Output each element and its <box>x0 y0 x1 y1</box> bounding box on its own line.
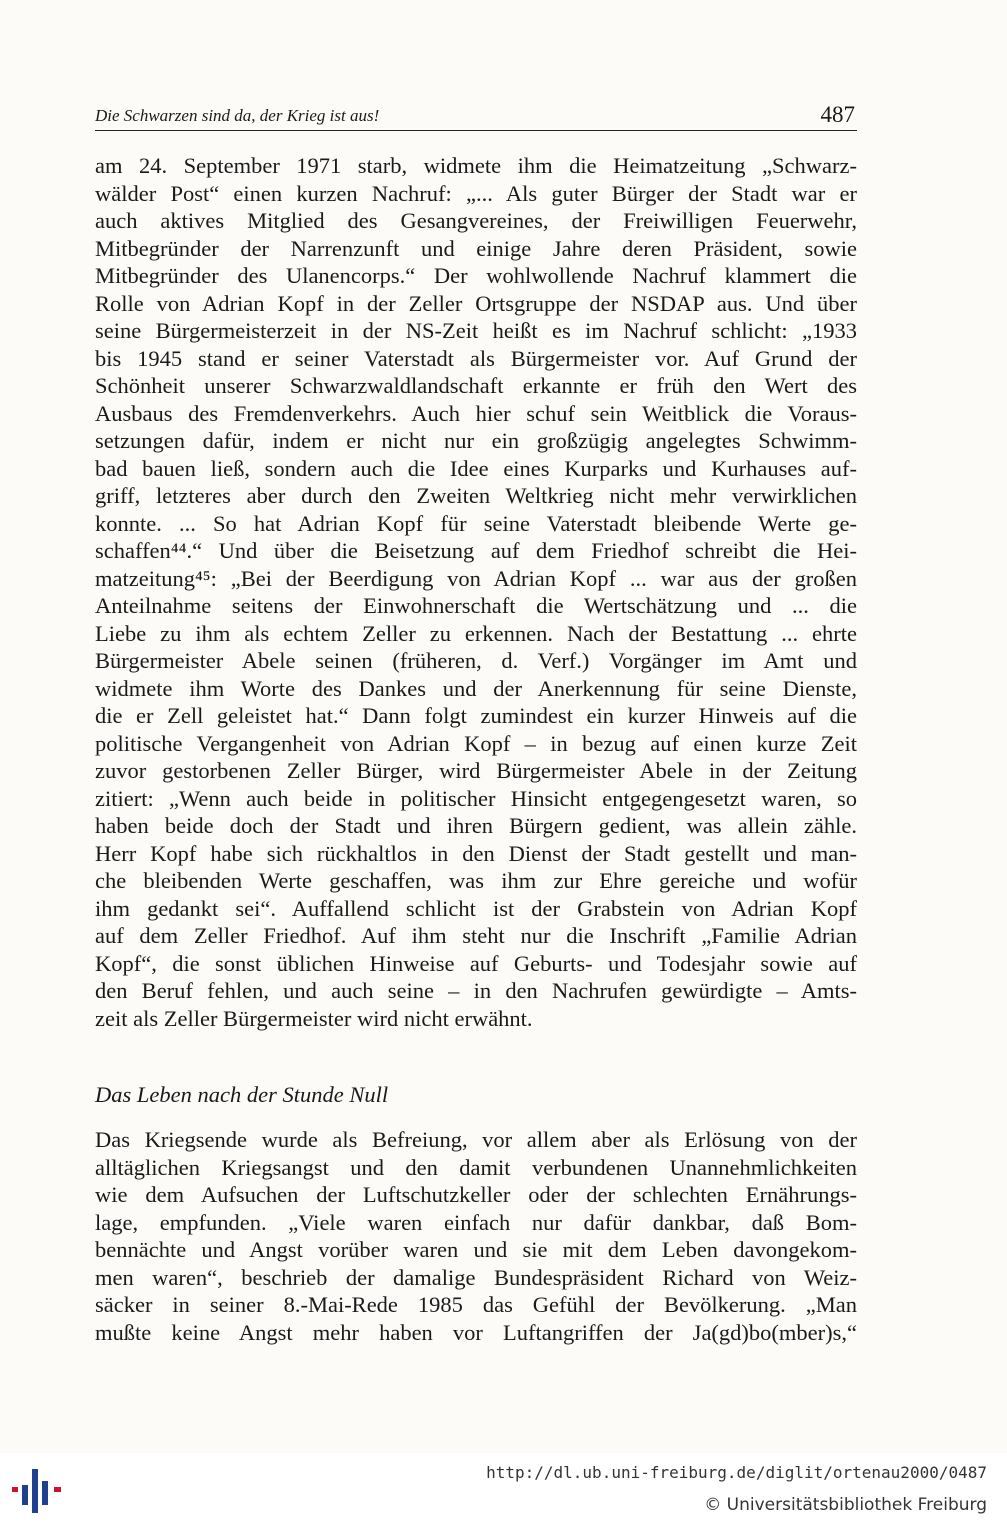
library-logo-icon <box>12 1467 64 1515</box>
text-line: auch aktives Mitglied des Gesangvereines, der Freiwilligen Feuerwehr, <box>95 208 857 233</box>
text-line: Anteilnahme seitens der Einwohnerschaft die Wertschätzung und ... die <box>95 593 857 618</box>
text-line: Mitbegründer der Narrenzunft und einige Jahre deren Präsident, sowie <box>95 235 857 261</box>
text-line: widmete ihm Worte des Dankes und der Anerkennung für seine Dienste, <box>95 675 857 701</box>
text-line: alltäglichen Kriegsangst und den damit verbundenen Unannehmlichkeiten <box>95 1154 857 1180</box>
running-title: Die Schwarzen sind da, der Krieg ist aus! <box>95 106 380 125</box>
text-line: bis 1945 stand er seiner Vaterstadt als Bürgermeister vor. Auf Grund der <box>95 345 857 371</box>
text-line: Herr Kopf habe sich rückhaltlos in den Dienst der Stadt gestellt und man- <box>95 840 857 866</box>
text-line: zuvor gestorbenen Zeller Bürger, wird Bürgermeister Abele in der Zeitung <box>95 758 857 783</box>
footer-bar <box>0 1453 1007 1525</box>
running-head <box>95 100 857 131</box>
text-line: schaffen⁴⁴.“ Und über die Beisetzung auf dem Friedhof schreibt die Hei- <box>95 538 857 563</box>
page-number: 487 <box>820 102 855 127</box>
text-line: men waren“, beschrieb der damalige Bundespräsident Richard von Weiz- <box>95 1264 857 1290</box>
permalink-url[interactable]: http://dl.ub.uni-freiburg.de/diglit/ortenau2000/0487 <box>486 1463 987 1482</box>
text-line: ihm gedankt sei“. Auffallend schlicht ist der Grabstein von Adrian Kopf <box>95 895 857 921</box>
text-line: Kopf“, die sonst üblichen Hinweise auf Geburts- und Todesjahr sowie auf <box>95 950 857 976</box>
copyright-notice: © Universitätsbibliothek Freiburg <box>704 1495 987 1515</box>
text-line: mußte keine Angst mehr haben vor Luftangriffen der Ja(gd)bo(mber)s,“ <box>95 1319 857 1345</box>
text-line: Mitbegründer des Ulanencorps.“ Der wohlwollende Nachruf klammert die <box>95 263 857 288</box>
text-line: seine Bürgermeisterzeit in der NS-Zeit heißt es im Nachruf schlicht: „1933 <box>95 318 857 343</box>
text-line: die er Zell geleistet hat.“ Dann folgt zumindest ein kurzer Hinweis auf die <box>95 703 857 728</box>
text-line: Ausbaus des Fremdenverkehrs. Auch hier schuf sein Weitblick die Voraus- <box>95 400 857 426</box>
text-line: Bürgermeister Abele seinen (früheren, d. Verf.) Vorgänger im Amt und <box>95 648 857 673</box>
text-line: Rolle von Adrian Kopf in der Zeller Ortsgruppe der NSDAP aus. Und über <box>95 290 857 316</box>
text-line: haben beide doch der Stadt und ihren Bürgern gedient, was allein zähle. <box>95 813 857 838</box>
text-line: bad bauen ließ, sondern auch die Idee eines Kurparks und Kurhauses auf- <box>95 455 857 481</box>
section-heading: Das Leben nach der Stunde Null <box>95 1082 389 1107</box>
paragraph-1 <box>95 152 857 1032</box>
text-line: che bleibenden Werte geschaffen, was ihm zur Ehre gereiche und wofür <box>95 868 857 893</box>
text-line: zeit als Zeller Bürgermeister wird nicht erwähnt. <box>95 1005 533 1031</box>
text-line: wie dem Aufsuchen der Luftschutzkeller oder der schlechten Ernährungs- <box>95 1182 857 1207</box>
text-line: politische Vergangenheit von Adrian Kopf – in bezug auf einen kurze Zeit <box>95 730 857 756</box>
text-line: am 24. September 1971 starb, widmete ihm die Heimatzeitung „Schwarz- <box>95 153 857 178</box>
text-line: säcker in seiner 8.-Mai-Rede 1985 das Gefühl der Bevölkerung. „Man <box>95 1292 857 1317</box>
text-line: auf dem Zeller Friedhof. Auf ihm steht nur die Inschrift „Familie Adrian <box>95 923 857 948</box>
text-line: Schönheit unserer Schwarzwaldlandschaft erkannte er früh den Wert des <box>95 373 857 398</box>
text-line: den Beruf fehlen, und auch seine – in den Nachrufen gewürdigte – Amts- <box>95 978 857 1003</box>
text-line: Liebe zu ihm als echtem Zeller zu erkennen. Nach der Bestattung ... ehrte <box>95 620 857 646</box>
text-line: matzeitung⁴⁵: „Bei der Beerdigung von Adrian Kopf ... war aus der großen <box>95 565 857 591</box>
text-line: bennächte und Angst vorüber waren und sie mit dem Leben davongekom- <box>95 1237 857 1262</box>
text-line: zitiert: „Wenn auch beide in politischer Hinsicht entgegengesetzt waren, so <box>95 785 857 811</box>
text-line: griff, letzteres aber durch den Zweiten Weltkrieg nicht mehr verwirklichen <box>95 483 857 508</box>
text-line: lage, empfunden. „Viele waren einfach nur dafür dankbar, daß Bom- <box>95 1209 857 1235</box>
text-line: wälder Post“ einen kurzen Nachruf: „... Als guter Bürger der Stadt war er <box>95 180 857 206</box>
paragraph-2 <box>95 1126 857 1346</box>
text-line: Das Kriegsende wurde als Befreiung, vor allem aber als Erlösung von der <box>95 1127 857 1152</box>
text-line: setzungen dafür, indem er nicht nur ein großzügig angelegtes Schwimm- <box>95 428 857 453</box>
text-line: konnte. ... So hat Adrian Kopf für seine Vaterstadt bleibende Werte ge- <box>95 510 857 536</box>
